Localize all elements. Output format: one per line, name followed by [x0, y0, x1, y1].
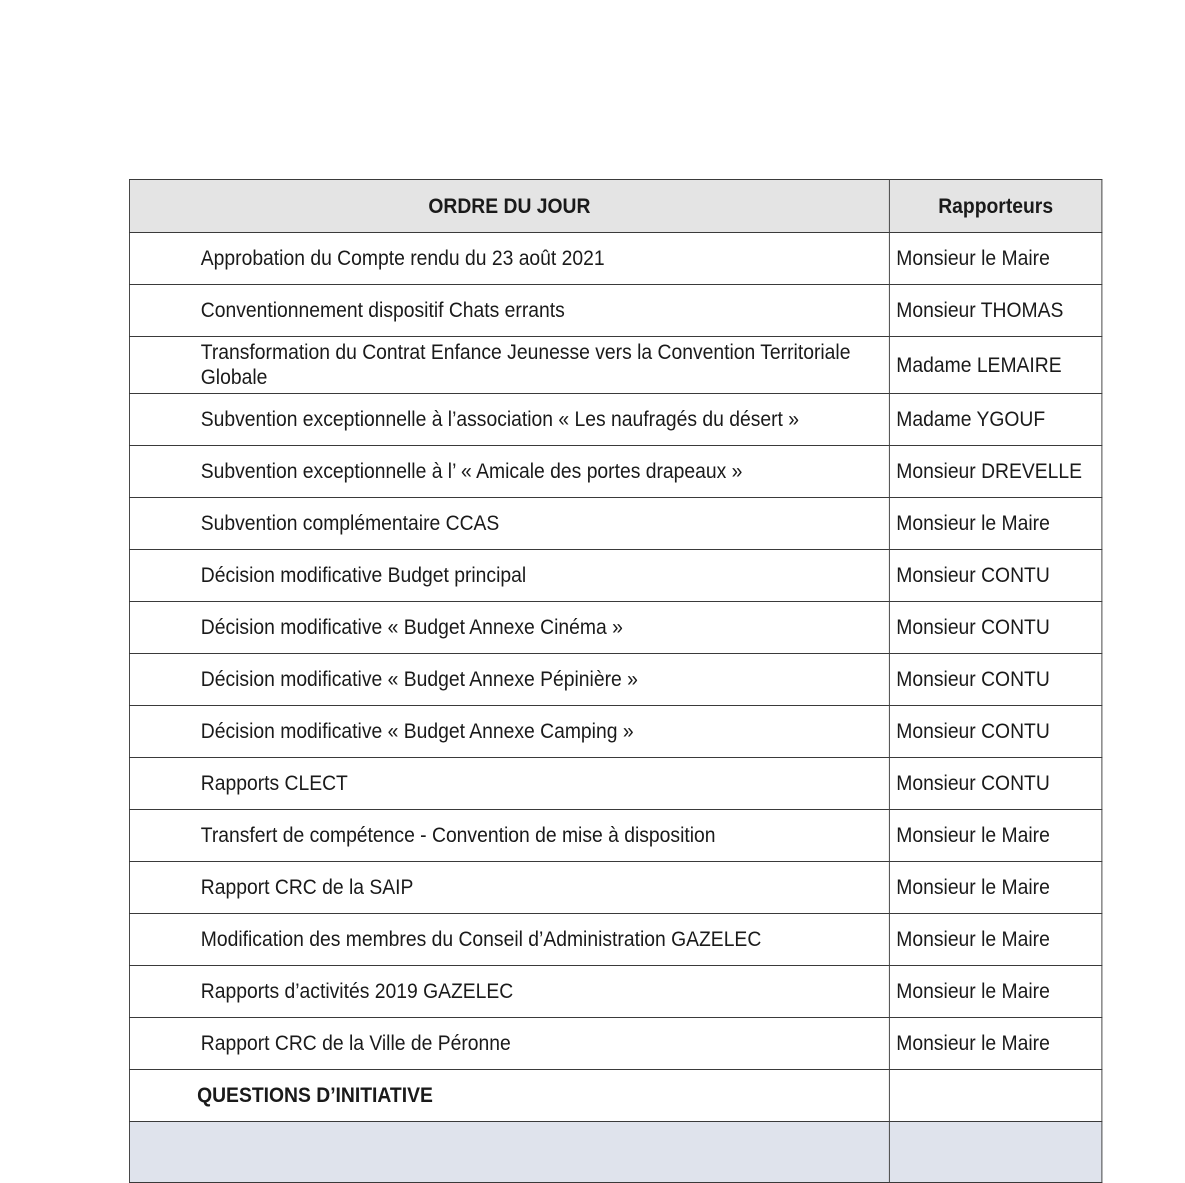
- agenda-item: Décision modificative « Budget Annexe Cinéma »: [129, 602, 889, 654]
- header-ordre-du-jour: ORDRE DU JOUR: [129, 180, 889, 233]
- rapporteur: Monsieur DREVELLE: [889, 446, 1102, 498]
- shaded-row: [129, 1122, 1101, 1183]
- rapporteur: Monsieur CONTU: [889, 550, 1102, 602]
- table-header-row: [129, 180, 1101, 233]
- questions-initiative: QUESTIONS D’INITIATIVE: [129, 1070, 889, 1122]
- rapporteur: Monsieur CONTU: [889, 706, 1102, 758]
- rapporteur: Monsieur CONTU: [889, 758, 1102, 810]
- rapporteur: Monsieur le Maire: [889, 914, 1102, 966]
- agenda-table: [129, 179, 1102, 1183]
- rapporteur: Monsieur le Maire: [889, 233, 1102, 285]
- rapporteur: Monsieur CONTU: [889, 602, 1102, 654]
- table-row: [129, 758, 1101, 810]
- table-row: [129, 810, 1101, 862]
- table-row: [129, 602, 1101, 654]
- table-row: [129, 337, 1101, 394]
- agenda-item: Subvention complémentaire CCAS: [129, 498, 889, 550]
- header-rapporteurs: Rapporteurs: [889, 180, 1102, 233]
- agenda-item: Rapport CRC de la Ville de Péronne: [129, 1018, 889, 1070]
- agenda-item: Rapports d’activités 2019 GAZELEC: [129, 966, 889, 1018]
- rapporteur: Monsieur THOMAS: [889, 285, 1102, 337]
- agenda-item: Subvention exceptionnelle à l’ « Amicale des portes drapeaux »: [129, 446, 889, 498]
- agenda-item: Transformation du Contrat Enfance Jeunesse vers la Convention Territoriale Globale: [129, 337, 889, 394]
- table-row: [129, 394, 1101, 446]
- agenda-item: Modification des membres du Conseil d’Administration GAZELEC: [129, 914, 889, 966]
- agenda-item: Rapports CLECT: [129, 758, 889, 810]
- table-row: [129, 498, 1101, 550]
- agenda-item: Transfert de compétence - Convention de mise à disposition: [129, 810, 889, 862]
- rapporteur: Monsieur CONTU: [889, 654, 1102, 706]
- agenda-item: Subvention exceptionnelle à l’association « Les naufragés du désert »: [129, 394, 889, 446]
- rapporteur: Monsieur le Maire: [889, 810, 1102, 862]
- table-row: [129, 1018, 1101, 1070]
- rapporteur: Monsieur le Maire: [889, 966, 1102, 1018]
- rapporteur: Monsieur le Maire: [889, 498, 1102, 550]
- table-row: [129, 654, 1101, 706]
- agenda-item: Décision modificative « Budget Annexe Pépinière »: [129, 654, 889, 706]
- rapporteur: Monsieur le Maire: [889, 862, 1102, 914]
- questions-row: [129, 1070, 1101, 1122]
- agenda-item: Approbation du Compte rendu du 23 août 2021: [129, 233, 889, 285]
- table-row: [129, 446, 1101, 498]
- table-row: [129, 914, 1101, 966]
- rapporteur: Madame LEMAIRE: [889, 337, 1102, 394]
- agenda-item: Rapport CRC de la SAIP: [129, 862, 889, 914]
- agenda-item: Conventionnement dispositif Chats errants: [129, 285, 889, 337]
- table-row: [129, 233, 1101, 285]
- table-row: [129, 285, 1101, 337]
- empty-cell: [889, 1070, 1102, 1122]
- table-row: [129, 706, 1101, 758]
- agenda-item: Décision modificative Budget principal: [129, 550, 889, 602]
- agenda-item: Décision modificative « Budget Annexe Camping »: [129, 706, 889, 758]
- empty-cell: [889, 1122, 1102, 1183]
- empty-cell: [129, 1122, 889, 1183]
- table-row: [129, 966, 1101, 1018]
- rapporteur: Madame YGOUF: [889, 394, 1102, 446]
- table-row: [129, 862, 1101, 914]
- rapporteur: Monsieur le Maire: [889, 1018, 1102, 1070]
- table-row: [129, 550, 1101, 602]
